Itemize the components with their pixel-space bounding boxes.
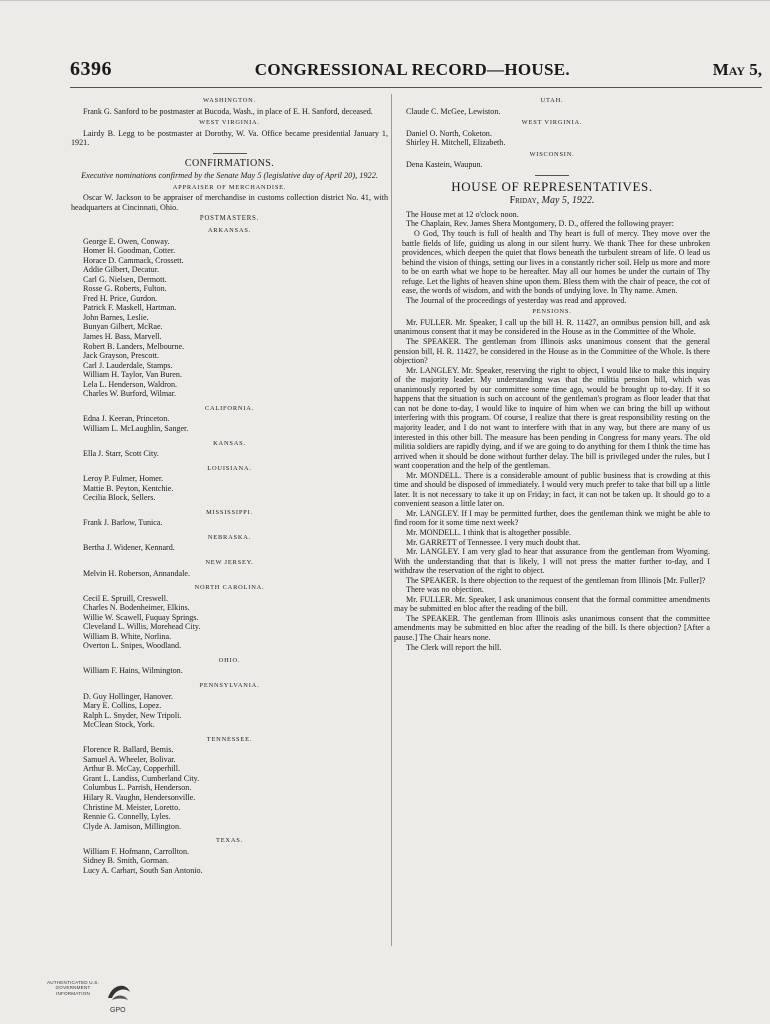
section-divider xyxy=(535,175,569,176)
postmaster-entry: Rosse G. Roberts, Fulton. xyxy=(83,284,167,294)
state-heading: NORTH CAROLINA. xyxy=(194,584,265,592)
postmaster-entry: Leroy P. Fulmer, Homer. xyxy=(83,474,164,484)
postmaster-entry: Lucy A. Carhart, South San Antonio. xyxy=(83,865,203,875)
state-heading: WEST VIRGINIA. xyxy=(521,119,583,127)
postmaster-entry: Clyde A. Jamison, Millington. xyxy=(83,821,182,831)
state-heading: OHIO. xyxy=(218,656,241,664)
section-heading: CONFIRMATIONS. xyxy=(184,157,275,169)
appraiser-paragraph: Oscar W. Jackson to be appraiser of merchandise in customs collection district No. 41, with headquarters at Cincinnati, Ohio. xyxy=(71,193,388,212)
postmaster-entry: William F. Hains, Wilmington. xyxy=(83,666,183,676)
spacer xyxy=(71,553,388,556)
postmaster-entry: Carl G. Nielsen, Dermott. xyxy=(83,274,167,284)
postmaster-entry: Jack Grayson, Prescott. xyxy=(83,351,159,361)
postmaster-entry: George E. Owen, Conway. xyxy=(83,236,170,246)
running-head: CONGRESSIONAL RECORD—HOUSE. xyxy=(254,60,570,79)
column-divider xyxy=(391,94,392,946)
postmaster-entry: Christine M. Meister, Loretto. xyxy=(83,802,181,812)
postmaster-entry: Columbus L. Parrish, Henderson. xyxy=(83,783,192,793)
postmaster-entry: William B. White, Norlina. xyxy=(83,631,172,641)
proceedings-paragraph: Mr. FULLER. Mr. Speaker, I call up the bill H. R. 11427, an omnibus pension bill, and ask unanimous consent that it may be considered in the House as in the Committee of the Whole. xyxy=(394,317,710,337)
left-column xyxy=(71,94,388,875)
state-heading: TENNESSEE. xyxy=(206,735,253,743)
postmaster-entry: Rennie G. Connelly, Lyles. xyxy=(83,812,171,822)
state-heading: LOUISIANA. xyxy=(207,464,252,472)
postmaster-entry: Addie Gilbert, Decatur. xyxy=(83,265,159,275)
proceedings-paragraph: Mr. FULLER. Mr. Speaker, I ask unanimous consent that the formal committee amendments may be submitted en bloc after the reading of the bill. xyxy=(394,594,710,614)
postmaster-entry: Ralph L. Snyder, New Tripoli. xyxy=(83,710,182,720)
spacer xyxy=(71,578,388,581)
spacer xyxy=(71,399,388,402)
state-heading: WASHINGTON. xyxy=(203,97,256,104)
proceedings-paragraph: The House met at 12 o'clock noon. xyxy=(406,209,519,219)
postmaster-entry: Samuel A. Wheeler, Bolivar. xyxy=(83,754,176,764)
gpo-eagle-icon xyxy=(104,976,134,1016)
postmaster-entry: Charles W. Burford, Wilmar. xyxy=(83,389,177,399)
right-column xyxy=(394,94,710,652)
spacer xyxy=(71,434,388,437)
prayer-text: O God, Thy touch is full of health and Thy heart is full of mercy. They move over the battle fields of life, guiding us along in our silent hurry. We thank Thee for these unbroken providences, which deepen the quiet that flows beneath the turbulent stream of life. O lead us behind the vision of things, setting our lives in a constantly richer soil. Help us more and more to be on earth what we hope to be hereafter. May all our homes be under the curtain of Thy refuge. Let the lights of heaven shine upon them. Bless them with the chair of peace, the cot of ease, the words of wisdom, and with the bonds of undying love. In Thy name. Amen. xyxy=(402,229,710,296)
postmaster-entry: Daniel O. North, Coketon. xyxy=(406,128,492,138)
postmaster-entry: William H. Taylor, Van Buren. xyxy=(83,370,182,380)
state-heading: UTAH. xyxy=(540,97,564,104)
state-heading: NEBRASKA. xyxy=(207,533,252,541)
proceedings-paragraph: Mr. LANGLEY. Mr. Speaker, reserving the right to object, I would like to make this inquiry of the majority leader. My understanding was that the militia pension bill, which was unanimously reported by our committee some time ago, would be brought up to-day. If it so happens that the situation is such on account of the gentleman's program as floor leader that that can not be done to-day, I would like to inquire of him when we can bring the bill up without interfering with this program. Of course, I realize that there is great responsibility resting on the majority leader, and I do not want to interfere with that in any way, but there are many of us interested in this other bill. The measure has been pending in Congress for many years. The old militia soldiers are rapidly dying, and if we are going to do anything for them I think the time has arrived when it should be done without further delay. The bill is privileged under the rules, but I want cooperation and the help of the gentleman. xyxy=(394,365,710,471)
postmaster-entry: John Barnes, Leslie. xyxy=(83,312,149,322)
proceedings-paragraph: Mr. LANGLEY. If I may be permitted further, does the gentleman think we might be able to find room for it some time next week? xyxy=(394,508,710,528)
page-top-edge xyxy=(0,0,770,1)
postmaster-entry: Florence R. Ballard, Bemis. xyxy=(83,745,174,755)
proceedings-paragraph: The Clerk will report the bill. xyxy=(406,642,502,652)
session-day: Friday, xyxy=(509,195,540,207)
confirmations-italic: Executive nominations confirmed by the Senate May 5 (legislative day of April 20), 1922. xyxy=(81,171,378,181)
postmaster-entry: Patrick F. Maskell, Hartman. xyxy=(83,303,177,313)
house-heading: HOUSE OF REPRESENTATIVES. xyxy=(451,178,653,194)
postmaster-entry: Edna J. Keeran, Princeton. xyxy=(83,414,170,424)
postmaster-entry: Cecil E. Spruill, Creswell. xyxy=(83,593,168,603)
spacer xyxy=(71,651,388,654)
opening-paragraphs xyxy=(394,210,710,229)
state-heading: TEXAS. xyxy=(216,837,243,845)
section-divider xyxy=(213,153,247,154)
nomination-paragraph: Frank G. Sanford to be postmaster at Bucoda, Wash., in place of E. H. Sanford, deceased. xyxy=(83,106,373,116)
postmaster-entry: Melvin H. Roberson, Annandale. xyxy=(83,568,191,578)
postmaster-entry: Horace D. Cammack, Crossett. xyxy=(83,255,184,265)
proceedings-paragraph: There was no objection. xyxy=(406,585,484,595)
postmaster-entry: Shirley H. Mitchell, Elizabeth. xyxy=(406,138,506,148)
spacer xyxy=(71,831,388,834)
proceedings-paragraph: The SPEAKER. The gentleman from Illinois asks unanimous consent that the general pension bill, H. R. 11427, be considered in the House as in the Committee of the Whole. Is there objection? xyxy=(394,337,710,366)
postmaster-entry: Sidney B. Smith, Gorman. xyxy=(83,856,169,866)
postmaster-entry: Overton L. Snipes, Woodland. xyxy=(83,641,182,651)
postmaster-entry: Carl J. Lauderdale, Stamps. xyxy=(83,360,173,370)
postmaster-entry: McClean Stock, York. xyxy=(83,720,155,730)
postmaster-entry: Mary E. Collins, Lopez. xyxy=(83,701,162,711)
page-header xyxy=(70,58,762,82)
proceedings-paragraphs xyxy=(394,318,710,652)
proceedings-paragraph: The SPEAKER. Is there objection to the request of the gentleman from Illinois [Mr. Fuller]? xyxy=(406,575,706,585)
postmaster-entry: Bunyan Gilbert, McRae. xyxy=(83,322,163,332)
postmaster-entry: Fred H. Price, Gurdon. xyxy=(83,293,158,303)
state-heading: CALIFORNIA. xyxy=(204,404,255,412)
postmaster-list xyxy=(71,226,388,875)
postmaster-entry: Arthur B. McCay, Copperhill. xyxy=(83,764,181,774)
proceedings-paragraph: Mr. MONDELL. I think that is altogether possible. xyxy=(406,527,572,537)
postmaster-entry: Frank J. Barlow, Tunica. xyxy=(83,518,163,528)
postmaster-entry: William F. Hofmann, Carrollton. xyxy=(83,846,190,856)
postmaster-entry: Willie W. Scawell, Fuquay Springs. xyxy=(83,612,199,622)
gpo-mark-text: GPO xyxy=(110,1007,126,1014)
name-list xyxy=(394,107,710,117)
postmaster-entry: D. Guy Hollinger, Hanover. xyxy=(83,691,174,701)
postmaster-entry: James H. Bass, Marvell. xyxy=(83,332,162,342)
proceedings-paragraph: Mr. GARRETT of Tennessee. I very much doubt that. xyxy=(406,537,581,547)
state-heading: NEW JERSEY. xyxy=(205,558,254,566)
postmaster-entry: Ella J. Starr, Scott City. xyxy=(83,449,159,459)
spacer xyxy=(71,503,388,506)
postmaster-entry: Grant L. Landiss, Cumberland City. xyxy=(83,773,200,783)
spacer xyxy=(71,730,388,733)
state-heading: KANSAS. xyxy=(213,439,246,447)
postmaster-entry: Lela L. Henderson, Waldron. xyxy=(83,379,178,389)
journal-paragraph: The Journal of the proceedings of yesterday was read and approved. xyxy=(406,295,627,305)
name-list xyxy=(394,129,710,148)
subsection-heading: APPRAISER OF MERCHANDISE. xyxy=(172,183,287,191)
postmaster-entry: Charles N. Bodenheimer, Elkins. xyxy=(83,603,190,613)
spacer xyxy=(71,459,388,462)
postmaster-entry: Robert B. Landers, Melbourne. xyxy=(83,341,185,351)
postmaster-entry: Bertha J. Widener, Kennard. xyxy=(83,543,175,553)
state-heading: WEST VIRGINIA. xyxy=(199,119,260,127)
state-heading: PENNSYLVANIA. xyxy=(199,681,260,689)
postmaster-entry: William L. McLaughlin, Sanger. xyxy=(83,423,189,433)
state-heading: MISSISSIPPI. xyxy=(206,508,253,516)
spacer xyxy=(71,676,388,679)
subsection-heading: POSTMASTERS. xyxy=(199,215,260,223)
state-heading: WISCONSIN. xyxy=(529,150,575,158)
name-list xyxy=(394,160,710,170)
header-rule xyxy=(70,87,762,88)
proceedings-paragraph: Mr. LANGLEY. I am very glad to hear that assurance from the gentleman from Wyoming. With the understanding that that is likely, I will not press the matter further to-day, and I withdraw the reservation of the right to object. xyxy=(394,547,710,576)
postmaster-entry: Mattie B. Peyton, Kentchie. xyxy=(83,483,174,493)
proceedings-paragraph: Mr. MONDELL. There is a considerable amount of public business that is crowding at this time and should be disposed of immediately. I would very much prefer to take that bill up a little later. It is not necessary to take it up on Friday; in fact, it can not be taken up. It should go to a convenient season a little later on. xyxy=(394,470,710,509)
gpo-logo-text: AUTHENTICATED U.S. GOVERNMENT INFORMATION xyxy=(46,980,99,996)
postmaster-entry: Claude C. McGee, Lewiston. xyxy=(406,106,501,116)
session-date-text: May 5, 1922. xyxy=(541,195,595,207)
page-number: 6396 xyxy=(70,58,112,80)
subsection-heading: PENSIONS. xyxy=(532,308,572,316)
postmaster-entry: Homer H. Goodman, Cotter. xyxy=(83,246,176,256)
session-date xyxy=(394,196,710,206)
gpo-authentication-logo xyxy=(44,976,134,1016)
postmaster-entry: Hilary R. Vaughn, Hendersonville. xyxy=(83,793,196,802)
postmaster-entry: Cecilia Block, Sellers. xyxy=(83,493,156,503)
spacer xyxy=(71,528,388,531)
postmaster-entry: Cleveland L. Willis, Morehead City. xyxy=(83,622,201,632)
proceedings-paragraph: The SPEAKER. The gentleman from Illinois asks unanimous consent that the committee amendments may be submitted en bloc after the reading of the bill. Is there objection? [After a pause.] The Chair hears none. xyxy=(394,613,710,642)
state-heading: ARKANSAS. xyxy=(207,227,252,235)
proceedings-paragraph: The Chaplain, Rev. James Shera Montgomery, D. D., offered the following prayer: xyxy=(406,219,674,229)
nomination-paragraph: Lairdy B. Legg to be postmaster at Dorothy, W. Va. Office became presidential January 1, 1921. xyxy=(71,128,388,148)
header-date: May 5, xyxy=(712,60,762,79)
postmaster-entry: Dena Kastein, Waupun. xyxy=(406,160,483,170)
